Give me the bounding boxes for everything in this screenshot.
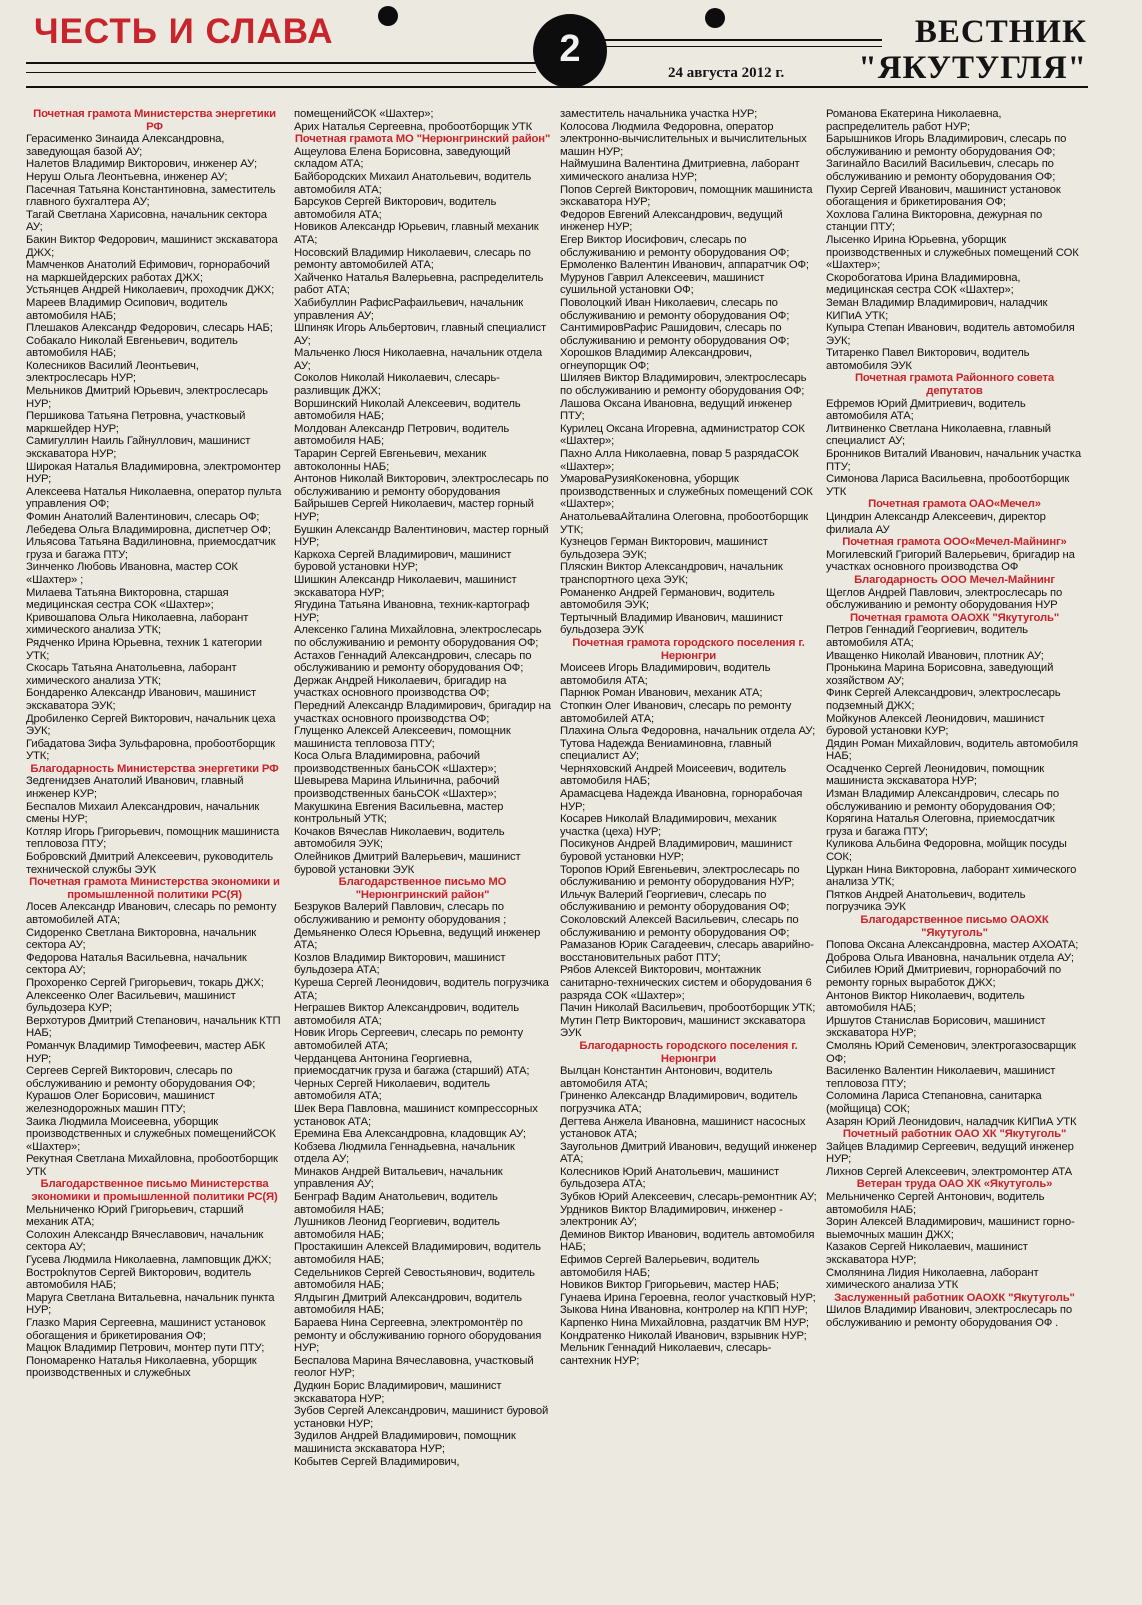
award-recipient-entry: Колесников Юрий Анатольевич, машинист бульдозера АТА;	[560, 1165, 780, 1191]
award-heading: Благодарственное письмо ОАОХК "Якутуголь"	[860, 914, 1049, 939]
award-heading: Почетная грамота Министерства энергетики РФ	[33, 108, 276, 133]
award-recipient-entry: Барышников Игорь Владимирович, слесарь по обслуживанию и ремонту оборудования ОФ;	[826, 133, 1067, 158]
award-recipient-entry: Плахина Ольга Федоровна, начальник отдела АУ;	[560, 725, 816, 738]
award-recipient-entry: Мельниченко Сергей Антонович, водитель автомобиля НАБ;	[826, 1191, 1045, 1216]
award-recipient-entry: СантимировРафис Рашидович, слесарь по обслуживанию и ремонту оборудования ОФ;	[560, 322, 790, 347]
award-recipient-entry: Финк Сергей Александрович, электрослесарь подземный ДЖХ;	[826, 687, 1061, 712]
award-recipient-entry: Шек Вера Павловна, машинист компрессорных установок АТА;	[294, 1102, 538, 1128]
award-recipient-entry: Герасименко Зинаида Александровна, заведующая базой АУ;	[26, 133, 225, 158]
award-recipient-entry: Самигуллин Наиль Гайнуллович, машинист экскаватора НУР;	[26, 435, 251, 461]
award-recipient-entry: Новик Игорь Сергеевич, слесарь по ремонту автомобилей АТА;	[294, 1027, 524, 1052]
award-heading: Почетная грамота Министерства экономики и промышленной политики РС(Я)	[29, 876, 280, 901]
award-recipient-entry: Пухир Сергей Иванович, машинист установок обогащения и брикетирования ОФ;	[826, 183, 1061, 209]
award-recipient-entry: Зедгенидзев Анатолий Иванович, главный инженер КУР;	[26, 775, 244, 801]
award-recipient-entry: Стопкин Олег Иванович, слесарь по ремонту автомобилей АТА;	[560, 699, 792, 725]
award-recipient-entry: Заугольнов Дмитрий Иванович, ведущий инженер АТА;	[560, 1140, 817, 1166]
masthead-rule	[26, 62, 536, 64]
text-column	[294, 108, 551, 1598]
award-recipient-entry: Новиков Виктор Григорьевич, мастер НАБ;	[560, 1279, 779, 1292]
award-recipient-entry: Ялдыгин Дмитрий Александрович, водитель автомобиля НАБ;	[294, 1291, 522, 1317]
page-number: 2	[533, 14, 607, 88]
award-recipient-entry: Зайцев Владимир Сергеевич, ведущий инженер НУР;	[826, 1140, 1074, 1166]
award-recipient-entry: Хохлова Галина Викторовна, дежурная по станции ПТУ;	[826, 208, 1043, 234]
award-recipient-entry: Гусева Людмила Николаевна, ламповщик ДЖХ;	[26, 1254, 272, 1267]
award-recipient-entry: Зыкова Нина Ивановна, контролер на КПП НУР;	[560, 1304, 808, 1317]
award-recipient-entry: Лашова Оксана Ивановна, ведущий инженер ПТУ;	[560, 397, 792, 423]
award-recipient-entry: Антонов Николай Викторович, электрослесарь по обслуживанию и ремонту оборудования	[294, 473, 549, 498]
award-recipient-entry: Кобзева Людмила Геннадьевна, начальник отдела АУ;	[294, 1140, 515, 1166]
award-recipient-entry: Наймушина Валентина Дмитриевна, лаборант химического анализа НУР;	[560, 158, 800, 183]
award-recipient-entry: Собакало Николай Евгеньевич, водитель автомобиля НАБ;	[26, 334, 238, 360]
masthead-rule	[604, 46, 882, 47]
award-recipient-entry: Передний Александр Владимирович, бригадир на участках основного производства ОФ;	[294, 699, 551, 725]
issue-date: 24 августа 2012 г.	[668, 65, 785, 81]
award-recipient-entry: Пронькина Марина Борисовна, заведующий хозяйством АУ;	[826, 662, 1054, 687]
award-recipient-entry: Колесников Василий Леонтьевич, электрослесарь НУР;	[26, 359, 199, 385]
award-recipient-entry: Романенко Андрей Германович, водитель автомобиля ЭУК;	[560, 586, 775, 612]
award-recipient-entry: Олейников Дмитрий Валерьевич, машинист буровой установки ЭУК	[294, 851, 521, 876]
award-recipient-entry: Байрышев Сергей Николаевич, мастер горный НУР;	[294, 498, 534, 523]
award-recipient-entry: Шилов Владимир Иванович, электрослесарь по обслуживанию и ремонту оборудования ОФ .	[826, 1304, 1072, 1329]
award-recipient-entry: Шишкин Александр Николаевич, машинист экскаватора НУР;	[294, 573, 517, 599]
text-column	[826, 108, 1083, 1598]
award-recipient-entry: Алексеева Наталья Николаевна, оператор пульта управления ОФ;	[26, 485, 282, 511]
award-recipient-entry: Бакин Виктор Федорович, машинист экскаватора ДЖХ;	[26, 233, 278, 259]
award-recipient-entry: Астахов Геннадий Александрович, слесарь по обслуживанию и ремонту оборудования ОФ;	[294, 649, 532, 675]
award-recipient-entry: Кондратенко Николай Иванович, взрывник НУР;	[560, 1329, 807, 1342]
award-recipient-entry: Хайченко Наталья Валерьевна, распределитель работ АТА;	[294, 271, 544, 297]
punch-hole-decoration	[705, 8, 725, 28]
award-recipient-entry: Безруков Валерий Павлович, слесарь по обслуживанию и ремонту оборудования ;	[294, 901, 507, 926]
award-recipient-entry: Лысенко Ирина Юрьевна, уборщик производственных и служебных помещений СОК «Шахтер»;	[826, 233, 1079, 272]
award-list-columns	[26, 108, 1088, 1598]
award-recipient-entry: Федорова Наталья Васильевна, начальник сектора АУ;	[26, 951, 247, 977]
award-recipient-entry: Ильчук Валерий Георгиевич, слесарь по обслуживанию и ремонту оборудования ОФ;	[560, 888, 790, 914]
award-recipient-entry: Ильясова Татьяна Вадилиновна, приемосдатчик груза и багажа ПТУ;	[26, 536, 276, 561]
award-recipient-entry: Демьяненко Олеся Юрьевна, ведущий инженер АТА;	[294, 926, 541, 952]
award-recipient-entry: Солохин Александр Вячеславович, начальник сектора АУ;	[26, 1228, 264, 1254]
award-recipient-entry: Бараева Нина Сергеевна, электромонтёр по ремонту и обслуживанию горного оборудования НУР;	[294, 1317, 542, 1355]
award-recipient-entry: Пономаренко Наталья Николаевна, уборщик производственных и служебных	[26, 1354, 257, 1380]
award-recipient-entry: Дудкин Борис Владимирович, машинист экскаватора НУР;	[294, 1379, 502, 1405]
award-recipient-entry: Романчук Владимир Тимофеевич, мастер АБК НУР;	[26, 1039, 266, 1065]
award-recipient-entry: Алексенко Галина Михайловна, электрослесарь по обслуживанию и ремонту оборудования ОФ;	[294, 624, 542, 649]
award-recipient-entry: Поволоцкий Иван Николаевич, слесарь по обслуживанию и ремонту оборудования ОФ;	[560, 296, 790, 322]
award-recipient-entry: Курилец Оксана Игоревна, администратор СОК «Шахтер»;	[560, 422, 805, 448]
award-recipient-entry: Мальченко Люся Николаевна, начальник отдела АУ;	[294, 347, 543, 372]
award-heading: Почетная грамота Районного совета депутатов	[854, 372, 1055, 398]
award-recipient-entry: Бушкин Александр Валентинович, мастер горный НУР;	[294, 523, 549, 549]
award-recipient-entry: Рядченко Ирина Юрьевна, техник 1 категории УТК;	[26, 636, 262, 662]
award-recipient-entry: Посикунов Андрей Владимирович, машинист буровой установки НУР;	[560, 838, 793, 864]
award-recipient-entry: Мельник Геннадий Николаевич, слесарь-сантехник НУР;	[560, 1342, 772, 1367]
award-recipient-entry: Мельников Дмитрий Юрьевич, электрослесарь НУР;	[26, 385, 268, 410]
award-recipient-entry: Кочаков Вячеслав Николаевич, водитель автомобиля ЭУК;	[294, 825, 505, 851]
award-heading: Благодарность ООО Мечел-Майнинг	[854, 573, 1055, 586]
award-recipient-entry: Першикова Татьяна Петровна, участковый маркшейдер НУР;	[26, 410, 246, 435]
award-recipient-entry: Заика Людмила Моисеевна, уборщик производственных и служебных помещенийСОК «Шахтер»;	[26, 1115, 276, 1153]
award-recipient-entry: Простакишин Алексей Владимирович, водитель автомобиля НАБ;	[294, 1241, 541, 1267]
award-heading: Почетная грамота ОАО«Мечел»	[868, 498, 1041, 511]
award-heading: Почетная грамота МО "Нерюнгринский район"	[294, 133, 551, 146]
award-recipient-entry: Черняховский Андрей Моисеевич, водитель автомобиля НАБ;	[560, 762, 787, 788]
award-recipient-entry: Котляр Игорь Григорьевич, помощник машиниста тепловоза ПТУ;	[26, 825, 280, 851]
award-recipient-entry: Урдников Виктор Владимирович, инженер - электроник АУ;	[560, 1203, 783, 1229]
award-recipient-entry: Кривошапова Ольга Николаевна, лаборант химического анализа УТК;	[26, 611, 249, 637]
award-recipient-entry: Новиков Александр Юрьевич, главный механик АТА;	[294, 221, 539, 246]
award-heading: Почетная грамота ОАОХК "Якутуголь"	[849, 611, 1060, 624]
award-recipient-entry: Дядин Роман Михайлович, водитель автомобиля НАБ;	[826, 737, 1078, 763]
award-recipient-entry: Хабибуллин РафисРафаильевич, начальник управления АУ;	[294, 296, 524, 322]
award-recipient-entry: Арамасцева Надежда Ивановна, горнорабочая НУР;	[560, 788, 803, 813]
award-recipient-entry: Арих Наталья Сергеевна, пробоотборщик УТК	[294, 120, 533, 133]
text-column	[560, 108, 817, 1598]
award-recipient-entry: Парнюк Роман Иванович, механик АТА;	[560, 687, 763, 700]
award-recipient-entry: Черных Сергей Николаевич, водитель автомобиля АТА;	[294, 1077, 490, 1103]
award-recipient-entry: Ягудина Татьяна Ивановна, техник-картограф НУР;	[294, 599, 530, 624]
award-recipient-entry: Макушкина Евгения Васильевна, мастер контрольный УТК;	[294, 800, 504, 826]
award-recipient-entry: Пасечная Татьяна Константиновна, заместитель главного бухгалтера АУ;	[26, 183, 276, 209]
award-recipient-entry: Фомин Анатолий Валентинович, слесарь ОФ;	[26, 511, 260, 523]
award-recipient-entry: Зудилов Андрей Владимирович, помощник машиниста экскаватора НУР;	[294, 1430, 516, 1455]
award-recipient-entry: Куреша Сергей Леонидович, водитель погрузчика АТА;	[294, 976, 549, 1002]
award-recipient-entry: Лушников Леонид Георгиевич, водитель автомобиля НАБ;	[294, 1216, 500, 1241]
award-recipient-entry: Сибилев Юрий Дмитриевич, горнорабочий по ремонту горных выработок ДЖХ;	[826, 964, 1062, 989]
award-recipient-entry: Антонов Виктор Николаевич, водитель автомобиля НАБ;	[826, 989, 1025, 1015]
award-recipient-entry: Цуркан Нина Викторовна, лаборант химического анализа УТК;	[826, 863, 1077, 889]
award-recipient-entry: Барсуков Сергей Викторович, водитель автомобиля АТА;	[294, 196, 497, 221]
award-recipient-entry: Федоров Евгений Александрович, ведущий инженер НУР;	[560, 208, 783, 234]
award-recipient-entry: Косарев Николай Владимирович, механик участка (цеха) НУР;	[560, 813, 777, 838]
award-recipient-entry: Зубков Юрий Алексеевич, слесарь-ремонтник АУ;	[560, 1191, 817, 1204]
award-recipient-entry: УмароваРузияКокеновна, уборщик производственных и служебных помещений СОК «Шахтер»;	[560, 473, 813, 511]
award-recipient-entry: Щеглов Андрей Павлович, электрослесарь по обслуживанию и ремонту оборудования НУР	[826, 586, 1063, 612]
award-recipient-entry: Ефремов Юрий Дмитриевич, водитель автомобиля АТА;	[826, 397, 1026, 423]
award-recipient-entry: Ермоленко Валентин Иванович, аппаратчик ОФ;	[560, 259, 809, 272]
award-recipient-entry: Устьянцев Андрей Николаевич, проходчик ДЖХ;	[26, 284, 275, 297]
award-recipient-entry: Пахно Алла Николаевна, повар 5 разрядаСОК «Шахтер»;	[560, 448, 799, 473]
award-recipient-entry: Торопов Юрий Евгеньевич, электрослесарь по обслуживанию и ремонту оборудования НУР;	[560, 863, 800, 889]
award-heading: Благодарственное письмо Министерства экономики и промышленной политики РС(Я)	[31, 1178, 278, 1204]
award-recipient-entry: Ефимов Сергей Валерьевич, водитель автомобиля НАБ;	[560, 1254, 760, 1279]
award-heading: Благодарность городского поселения г. Нерюнгри	[579, 1039, 798, 1065]
award-recipient-entry: Зинченко Любовь Ивановна, мастер СОК «Шахтер» ;	[26, 561, 238, 586]
award-recipient-entry: Неграшев Виктор Александрович, водитель автомобиля АТА;	[294, 1002, 519, 1027]
punch-hole-decoration	[378, 6, 398, 26]
award-recipient-entry: Верхотуров Дмитрий Степанович, начальник КТП НАБ;	[26, 1014, 281, 1040]
masthead-rule	[26, 72, 536, 73]
award-recipient-entry: Могилевский Григорий Валерьевич, бригадир на участках основного производства ОФ	[826, 548, 1075, 574]
award-recipient-entry: Держак Андрей Николаевич, бригадир на участках основного производства ОФ;	[294, 674, 507, 700]
award-heading: Благодарность Министерства энергетики РФ	[30, 762, 279, 775]
award-recipient-entry: Мельниченко Юрий Григорьевич, старший механик АТА;	[26, 1203, 244, 1229]
award-recipient-entry: Соколов Николай Николаевич, слесарь-разливщик ДЖХ;	[294, 372, 500, 398]
award-heading: Почетная грамота ООО«Мечел-Майнинг»	[842, 536, 1067, 549]
award-recipient-entry: АнатольеваАйталина Олеговна, пробоотборщик УТК;	[560, 511, 808, 536]
award-recipient-entry: Плешаков Александр Федорович, слесарь НАБ;	[26, 322, 273, 335]
award-recipient-entry: Мойкунов Алексей Леонидович, машинист буровой установки КУР;	[826, 712, 1045, 738]
award-recipient-entry: Зубов Сергей Александрович, машинист буровой установки НУР;	[294, 1405, 549, 1430]
award-recipient-entry: Романова Екатерина Николаевна, распределитель работ НУР;	[826, 108, 1002, 133]
award-heading: Ветеран труда ОАО ХК «Якутуголь»	[856, 1178, 1053, 1191]
award-recipient-entry: Воршинский Николай Алексеевич, водитель автомобиля НАБ;	[294, 397, 521, 423]
award-recipient-entry: Азарян Юрий Леонидович, наладчик КИПиА УТК	[826, 1115, 1077, 1128]
award-recipient-entry: Рекутная Светлана Михайловна, пробоотборщик УТК	[26, 1153, 278, 1178]
award-recipient-entry: Беспалов Михаил Александрович, начальник смены НУР;	[26, 800, 260, 826]
award-recipient-entry: Курашов Олег Борисович, машинист железнодорожных машин ПТУ;	[26, 1090, 215, 1115]
award-recipient-entry: Загинайло Василий Васильевич, слесарь по обслуживанию и ремонту оборудования ОФ;	[826, 158, 1056, 183]
award-heading: Благодарственное письмо МО "Нерюнгринский район"	[338, 876, 507, 901]
award-recipient-entry: Шпиняк Игорь Альбертович, главный специалист АУ;	[294, 322, 547, 347]
award-heading: Почетный работник ОАО ХК "Якутуголь"	[842, 1128, 1067, 1141]
award-recipient-entry: Каркоха Сергей Владимирович, машинист буровой установки НУР;	[294, 548, 512, 574]
award-recipient-entry: Лебедева Ольга Владимировна, диспетчер ОФ;	[26, 523, 271, 536]
award-recipient-entry: Соколовский Алексей Васильевич, слесарь по обслуживанию и ремонту оборудования ОФ;	[560, 914, 799, 939]
award-recipient-entry: Гриненко Александр Владимирович, водитель погрузчика АТА;	[560, 1090, 798, 1115]
award-recipient-entry: Ащеулова Елена Борисовна, заведующий складом АТА;	[294, 145, 511, 171]
award-recipient-entry: Шевырева Марина Ильинична, рабочий производственных баньСОК «Шахтер»;	[294, 775, 500, 801]
award-recipient-entry: Мутин Петр Викторович, машинист экскаватора ЭУК	[560, 1014, 806, 1040]
newspaper-name-line2: "ЯКУТУГЛЯ"	[858, 50, 1087, 86]
award-recipient-entry: Симонова Лариса Васильевна, пробоотборщик УТК	[826, 473, 1070, 498]
award-recipient-entry: Еремина Ева Александровна, кладовщик АУ;	[294, 1128, 526, 1141]
award-recipient-entry: Куликова Альбина Федоровна, мойщик посуды СОК;	[826, 838, 1067, 864]
award-recipient-entry: Корягина Наталья Олеговна, приемосдатчик груза и багажа ПТУ;	[826, 813, 1055, 838]
award-recipient-entry: Дробиленко Сергей Викторович, начальник цеха ЭУК;	[26, 712, 276, 738]
award-recipient-entry: Бондаренко Александр Иванович, машинист экскаватора ЭУК;	[26, 687, 256, 712]
award-recipient-entry: Бронников Виталий Иванович, начальник участка ПТУ;	[826, 448, 1081, 473]
award-recipient-entry: Коса Ольга Владимировна, рабочий производственных баньСОК «Шахтер»;	[294, 750, 497, 775]
award-recipient-entry: Милаева Татьяна Викторовна, старшая медицинская сестра СОК «Шахтер»;	[26, 586, 229, 612]
award-recipient-entry: Востроknутов Сергей Викторович, водитель автомобиля НАБ;	[26, 1266, 252, 1292]
award-recipient-entry: Титаренко Павел Викторович, водитель автомобиля ЭУК	[826, 347, 1030, 372]
award-recipient-entry: Сергеев Сергей Викторович, слесарь по обслуживанию и ремонту оборудования ОФ;	[26, 1065, 256, 1090]
award-recipient-entry: Глущенко Алексей Алексеевич, помощник машиниста тепловоза ПТУ;	[294, 725, 511, 750]
award-recipient-entry: Петров Геннадий Георгиевич, водитель автомобиля АТА;	[826, 624, 1028, 649]
award-recipient-entry: Попова Оксана Александровна, мастер АХОАТА;	[826, 939, 1079, 952]
award-recipient-entry: Гибадатова Зифа Зульфаровна, пробоотборщик УТК;	[26, 737, 275, 763]
award-recipient-entry: Мареев Владимир Осипович, водитель автомобиля НАБ;	[26, 296, 228, 322]
award-recipient-entry: заместитель начальника участка НУР;	[560, 108, 758, 120]
award-recipient-entry: Мурунов Гаврил Алексеевич, машинист сушильной установки ОФ;	[560, 271, 765, 297]
award-recipient-entry: Алексеенко Олег Васильевич, машинист бульдозера КУР;	[26, 989, 236, 1015]
award-recipient-entry: Глазко Мария Сергеевна, машинист установок обогащения и брикетирования ОФ;	[26, 1317, 266, 1342]
award-recipient-entry: Тутова Надежда Вениаминовна, главный специалист АУ;	[560, 737, 772, 763]
award-recipient-entry: Дегтева Анжела Ивановна, машинист насосных установок АТА;	[560, 1115, 806, 1141]
award-recipient-entry: Вылцан Константин Антонович, водитель автомобиля АТА;	[560, 1065, 773, 1090]
award-recipient-entry: Сидоренко Светлана Викторовна, начальник сектора АУ;	[26, 926, 257, 952]
text-column	[26, 108, 283, 1598]
award-recipient-entry: Широкая Наталья Владимировна, электромонтер НУР;	[26, 460, 281, 486]
award-recipient-entry: Моисеев Игорь Владимирович, водитель автомобиля АТА;	[560, 662, 771, 687]
award-recipient-entry: Осадченко Сергей Леонидович, помощник машиниста экскаватора НУР;	[826, 762, 1045, 788]
award-recipient-entry: Смолянина Лидия Николаевна, лаборант химического анализа УТК	[826, 1266, 1039, 1292]
award-recipient-entry: Седельников Сергей Севостьянович, водитель автомобиля НАБ;	[294, 1266, 535, 1292]
award-recipient-entry: Доброва Ольга Ивановна, начальник отдела АУ;	[826, 951, 1074, 964]
award-recipient-entry: Хорошков Владимир Александрович, огнеупорщик ОФ;	[560, 347, 752, 372]
masthead-rule	[604, 39, 882, 41]
award-recipient-entry: Лихнов Сергей Алексеевич, электромонтер АТА	[826, 1165, 1073, 1178]
award-recipient-entry: Неруш Ольга Леонтьевна, инженер АУ;	[26, 170, 228, 183]
award-recipient-entry: Иршутов Станислав Борисович, машинист экскаватора НУР;	[826, 1014, 1046, 1040]
newspaper-name-line1: ВЕСТНИК	[914, 14, 1087, 50]
award-recipient-entry: Смолянь Юрий Семенович, электрогазосварщик ОФ;	[826, 1039, 1076, 1065]
award-recipient-entry: Деминов Виктор Иванович, водитель автомобиля НАБ;	[560, 1228, 815, 1254]
award-recipient-entry: Маруга Светлана Витальевна, начальник пункта НУР;	[26, 1291, 275, 1317]
award-recipient-entry: Карпенко Нина Михайловна, раздатчик ВМ НУР;	[560, 1317, 809, 1329]
award-recipient-entry: Рябов Алексей Викторович, монтажник санитарно-технических систем и оборудования 6 разряда СОК «Шахтер»;	[560, 964, 812, 1002]
award-recipient-entry: Соломина Лариса Степановна, санитарка (мойщица) СОК;	[826, 1090, 1042, 1115]
award-recipient-entry: Скосарь Татьяна Анатольевна, лаборант химического анализа УТК;	[26, 662, 237, 687]
award-recipient-entry: Козлов Владимир Викторович, машинист бульдозера АТА;	[294, 951, 506, 977]
award-heading: Почетная грамота городского поселения г. Нерюнгри	[572, 636, 805, 662]
award-recipient-entry: Земан Владимир Владимирович, наладчик КИПиА УТК;	[826, 296, 1048, 322]
newspaper-name	[858, 14, 1087, 86]
award-recipient-entry: Казаков Сергей Николаевич, машинист экскаватора НУР;	[826, 1241, 1028, 1267]
award-recipient-entry: Рамазанов Юрик Сагадеевич, слесарь аварийно-восстановительных работ ПТУ;	[560, 939, 814, 964]
award-recipient-entry: Кобытев Сергей Владимирович,	[294, 1455, 460, 1468]
award-recipient-entry: Егер Виктор Иосифович, слесарь по обслуживанию и ремонту оборудования ОФ;	[560, 233, 790, 259]
award-recipient-entry: Василенко Валентин Николаевич, машинист тепловоза ПТУ;	[826, 1065, 1056, 1090]
award-recipient-entry: Литвиненко Светлана Николаевна, главный специалист АУ;	[826, 422, 1051, 448]
award-recipient-entry: Тагай Светлана Харисовна, начальник сектора АУ;	[26, 208, 267, 234]
award-recipient-entry: Беспалова Марина Вячеславовна, участковый геолог НУР;	[294, 1354, 534, 1380]
award-recipient-entry: Молдован Александр Петрович, водитель автомобиля НАБ;	[294, 422, 510, 448]
award-recipient-entry: Изман Владимир Александрович, слесарь по обслуживанию и ремонту оборудования ОФ;	[826, 788, 1059, 813]
award-recipient-entry: Бенграф Вадим Анатольевич, водитель автомобиля НАБ;	[294, 1191, 498, 1216]
award-recipient-entry: Бобровский Дмитрий Алексеевич, руководитель технической службы ЭУК	[26, 851, 274, 876]
award-heading: Заслуженный работник ОАОХК "Якутуголь"	[834, 1291, 1075, 1304]
award-recipient-entry: Купыра Степан Иванович, водитель автомобиля ЭУК;	[826, 322, 1075, 347]
award-recipient-entry: Пачин Николай Васильевич, пробоотборщик УТК;	[560, 1002, 816, 1015]
award-recipient-entry: Черданцева Антонина Георгиевна, приемосдатчик груза и багажа (старший) АТА;	[294, 1052, 530, 1078]
masthead-rule	[26, 86, 1088, 88]
masthead	[0, 0, 1142, 108]
award-recipient-entry: Мамченков Анатолий Ефимович, горнорабочий на маркшейдерских работах ДЖХ;	[26, 259, 270, 284]
award-recipient-entry: Зорин Алексей Владимирович, машинист горно-выемочных машин ДЖХ;	[826, 1216, 1075, 1241]
award-recipient-entry: Иващенко Николай Иванович, плотник АУ;	[826, 649, 1044, 662]
award-recipient-entry: Байбородских Михаил Анатольевич, водитель автомобиля АТА;	[294, 170, 532, 196]
award-recipient-entry: Шиляев Виктор Владимирович, электрослесарь по обслуживанию и ремонту оборудования ОФ;	[560, 372, 807, 398]
award-recipient-entry: Прохоренко Сергей Григорьевич, токарь ДЖХ;	[26, 976, 264, 989]
award-recipient-entry: Мацюк Владимир Петрович, монтер пути ПТУ;	[26, 1342, 265, 1355]
award-recipient-entry: Тарарин Сергей Евгеньевич, механик автоколонны НАБ;	[294, 448, 487, 473]
section-title: ЧЕСТЬ И СЛАВА	[34, 12, 334, 51]
award-recipient-entry: Пятков Андрей Анатольевич, водитель погрузчика ЭУК	[826, 888, 1026, 914]
award-recipient-entry: Попов Сергей Викторович, помощник машиниста экскаватора НУР;	[560, 183, 813, 209]
award-recipient-entry: Налетов Владимир Викторович, инженер АУ;	[26, 158, 257, 171]
award-recipient-entry: Носовский Владимир Николаевич, слесарь по ремонту автомобилей АТА;	[294, 246, 531, 272]
award-recipient-entry: Пляскин Виктор Александрович, начальник транспортного цеха ЭУК;	[560, 561, 783, 586]
award-recipient-entry: Тертычный Владимир Иванович, машинист бульдозера ЭУК	[560, 611, 783, 637]
award-recipient-entry: Минаков Андрей Витальевич, начальник управления АУ;	[294, 1165, 503, 1191]
award-recipient-entry: Скоробогатова Ирина Владимировна, медицинская сестра СОК «Шахтер»;	[826, 271, 1021, 297]
award-recipient-entry: Колосова Людмила Федоровна, оператор электронно-вычислительных и вычислительных машин НУР;	[560, 120, 807, 158]
award-recipient-entry: Лосев Александр Иванович, слесарь по ремонту автомобилей АТА;	[26, 901, 277, 926]
award-recipient-entry: помещенийСОК «Шахтер»;	[294, 108, 434, 120]
award-recipient-entry: Гунаева Ирина Героевна, геолог участковый НУР;	[560, 1291, 816, 1304]
award-recipient-entry: Кузнецов Герман Викторович, машинист бульдозера ЭУК;	[560, 536, 768, 561]
award-recipient-entry: Циндрин Александр Алексеевич, директор филиала АУ	[826, 511, 1046, 536]
